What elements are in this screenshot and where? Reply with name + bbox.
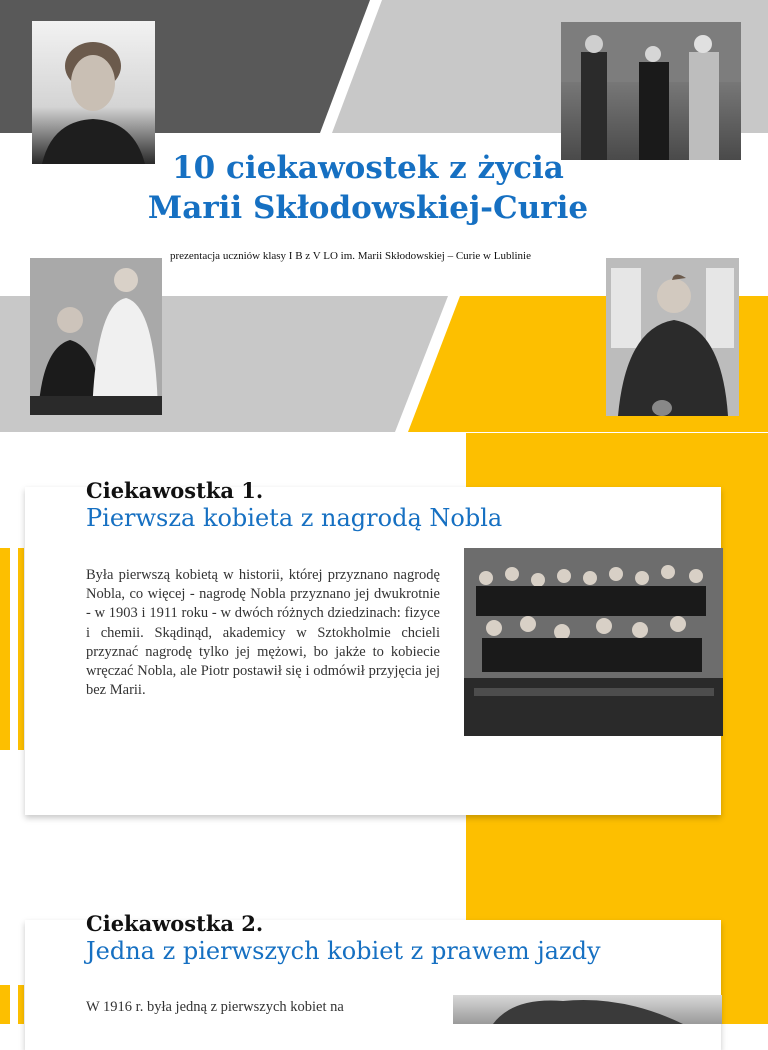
- fact-1-kicker: Ciekawostka 1.: [86, 478, 264, 503]
- photo-solvay-conference: [464, 548, 723, 736]
- left-stripe-2: [18, 548, 24, 750]
- photo-pierre-and-marie-curie: [30, 258, 162, 415]
- page-title-line-2: Marii Skłodowskiej-Curie: [147, 190, 589, 226]
- fact-1-headline: Pierwsza kobieta z nagrodą Nobla: [86, 504, 503, 532]
- fact-2-body: W 1916 r. była jedną z pierwszych kobiet na: [86, 999, 344, 1015]
- fact-1-body: Była pierwszą kobietą w historii, której przyznano nagrodę Nobla, co więcej - nagrodę Nobla przyznano jej dwukrotnie - w 1903 i 1911 roku - w dwóch różnych dziedzinach: fizyce i chemii. Skądinąd, akademicy w Sztokholmie chcieli przyznać nagrodę tylko jej mężowi, bo jakże to kobiecie wręczać Nobla, ale Piotr postawił się i odmówił przyjęcia jej bez Marii.: [86, 567, 440, 699]
- photo-marie-driving: [453, 995, 722, 1024]
- portrait-photo-young-marie: [32, 21, 155, 164]
- fact-2-kicker: Ciekawostka 2.: [86, 911, 264, 936]
- page-title: [0, 148, 736, 228]
- page-subtitle: prezentacja uczniów klasy I B z V LO im. Marii Skłodowskiej – Curie w Lublinie: [170, 250, 531, 262]
- page-title-line-1: 10 ciekawostek z życia: [172, 150, 564, 186]
- photo-marie-in-laboratory: [606, 258, 739, 416]
- photo-three-people-walking: [561, 22, 741, 160]
- left-stripe-1: [0, 548, 10, 750]
- fact-2-headline: Jedna z pierwszych kobiet z prawem jazdy: [86, 937, 601, 965]
- left-stripe-3: [0, 985, 10, 1024]
- left-stripe-4: [18, 985, 24, 1024]
